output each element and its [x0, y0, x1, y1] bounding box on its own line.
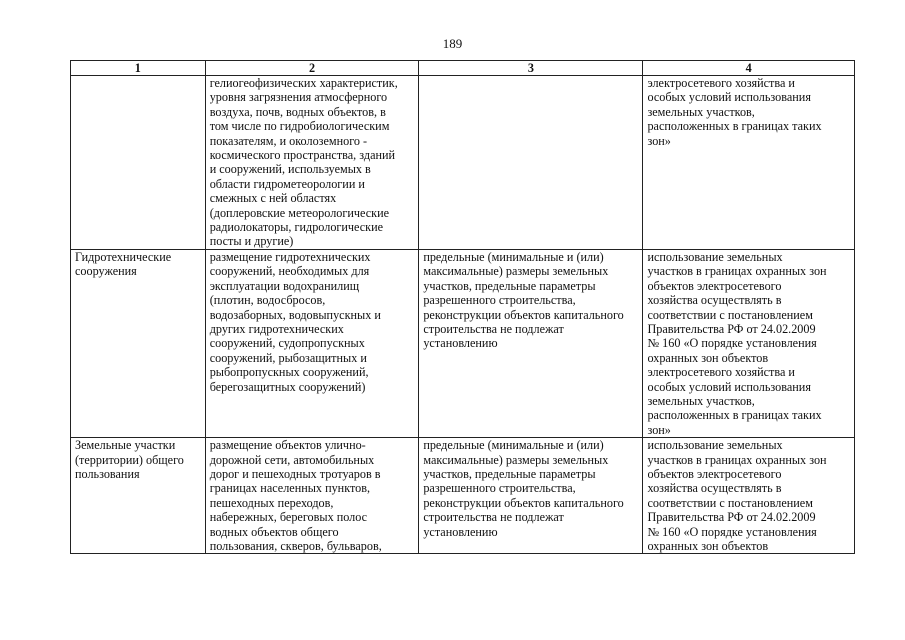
cell-text: размещение объектов улично- дорожной сети, автомобильных дорог и пешеходных тротуаров в границах населенных пунктов, пешеходных переходов, набережных, береговых полос водных объектов общего пользования, скверов, бульваров, [209, 438, 382, 553]
table-row [71, 249, 855, 437]
cell-text: использование земельных участков в границах охранных зон объектов электросетевого хозяйства осуществлять в соответствии с постановлением Правительства РФ от 24.02.2009 № 160 «О порядке установления охранных зон объектов электросетевого хозяйства и особых условий использования земельных участков, расположенных в границах таких зон» [647, 249, 827, 437]
cell-description [205, 249, 419, 437]
cell-description [205, 438, 419, 554]
column-header-2: 2 [205, 61, 419, 76]
regulations-table [70, 60, 855, 554]
column-header-1: 1 [71, 61, 206, 76]
cell-parameters [419, 438, 643, 554]
cell-restrictions [643, 249, 855, 437]
cell-text: использование земельных участков в границах охранных зон объектов электросетевого хозяйства осуществлять в соответствии с постановлением Правительства РФ от 24.02.2009 № 160 «О порядке установления охранных зон объектов [647, 438, 827, 553]
cell-use-type [71, 249, 206, 437]
cell-parameters [419, 76, 643, 250]
column-header-4: 4 [643, 61, 855, 76]
cell-restrictions [643, 438, 855, 554]
cell-use-type [71, 438, 206, 554]
cell-text: гелиогеофизических характеристик, уровня загрязнения атмосферного воздуха, почв, водных объектов, в том числе по гидробиологическим показателям, и околоземного - космического пространства, зданий и сооружений, используемых в области гидрометеорологии и смежных с ней областях (доплеровские метеорологические радиолокаторы, гидрологические посты и другие) [209, 76, 398, 249]
cell-text: предельные (минимальные и (или) максимальные) размеры земельных участков, предельные параметры разрешенного строительства, реконструкции объектов капитального строительства не подлежат установлению [423, 438, 624, 539]
table-row [71, 438, 855, 554]
page-number: 189 [442, 36, 463, 51]
cell-text: Земельные участки (территории) общего пользования [75, 438, 184, 481]
column-header-3: 3 [419, 61, 643, 76]
cell-parameters [419, 249, 643, 437]
cell-description [205, 76, 419, 250]
header-row [71, 61, 855, 76]
cell-use-type [71, 76, 206, 250]
cell-text: электросетевого хозяйства и особых условий использования земельных участков, расположенных в границах таких зон» [647, 76, 822, 148]
cell-text: предельные (минимальные и (или) максимальные) размеры земельных участков, предельные параметры разрешенного строительства, реконструкции объектов капитального строительства не подлежат установлению [423, 249, 624, 351]
cell-text: размещение гидротехнических сооружений, необходимых для эксплуатации водохранилищ (плотин, водосбросов, водозаборных, водовыпускных и других гидротехнических сооружений, судопропускных сооружений, рыбозащитных и рыбопропускных сооружений, берегозащитных сооружений) [209, 249, 381, 394]
table-row [71, 76, 855, 250]
cell-text: Гидротехнические сооружения [75, 249, 172, 279]
cell-restrictions [643, 76, 855, 250]
